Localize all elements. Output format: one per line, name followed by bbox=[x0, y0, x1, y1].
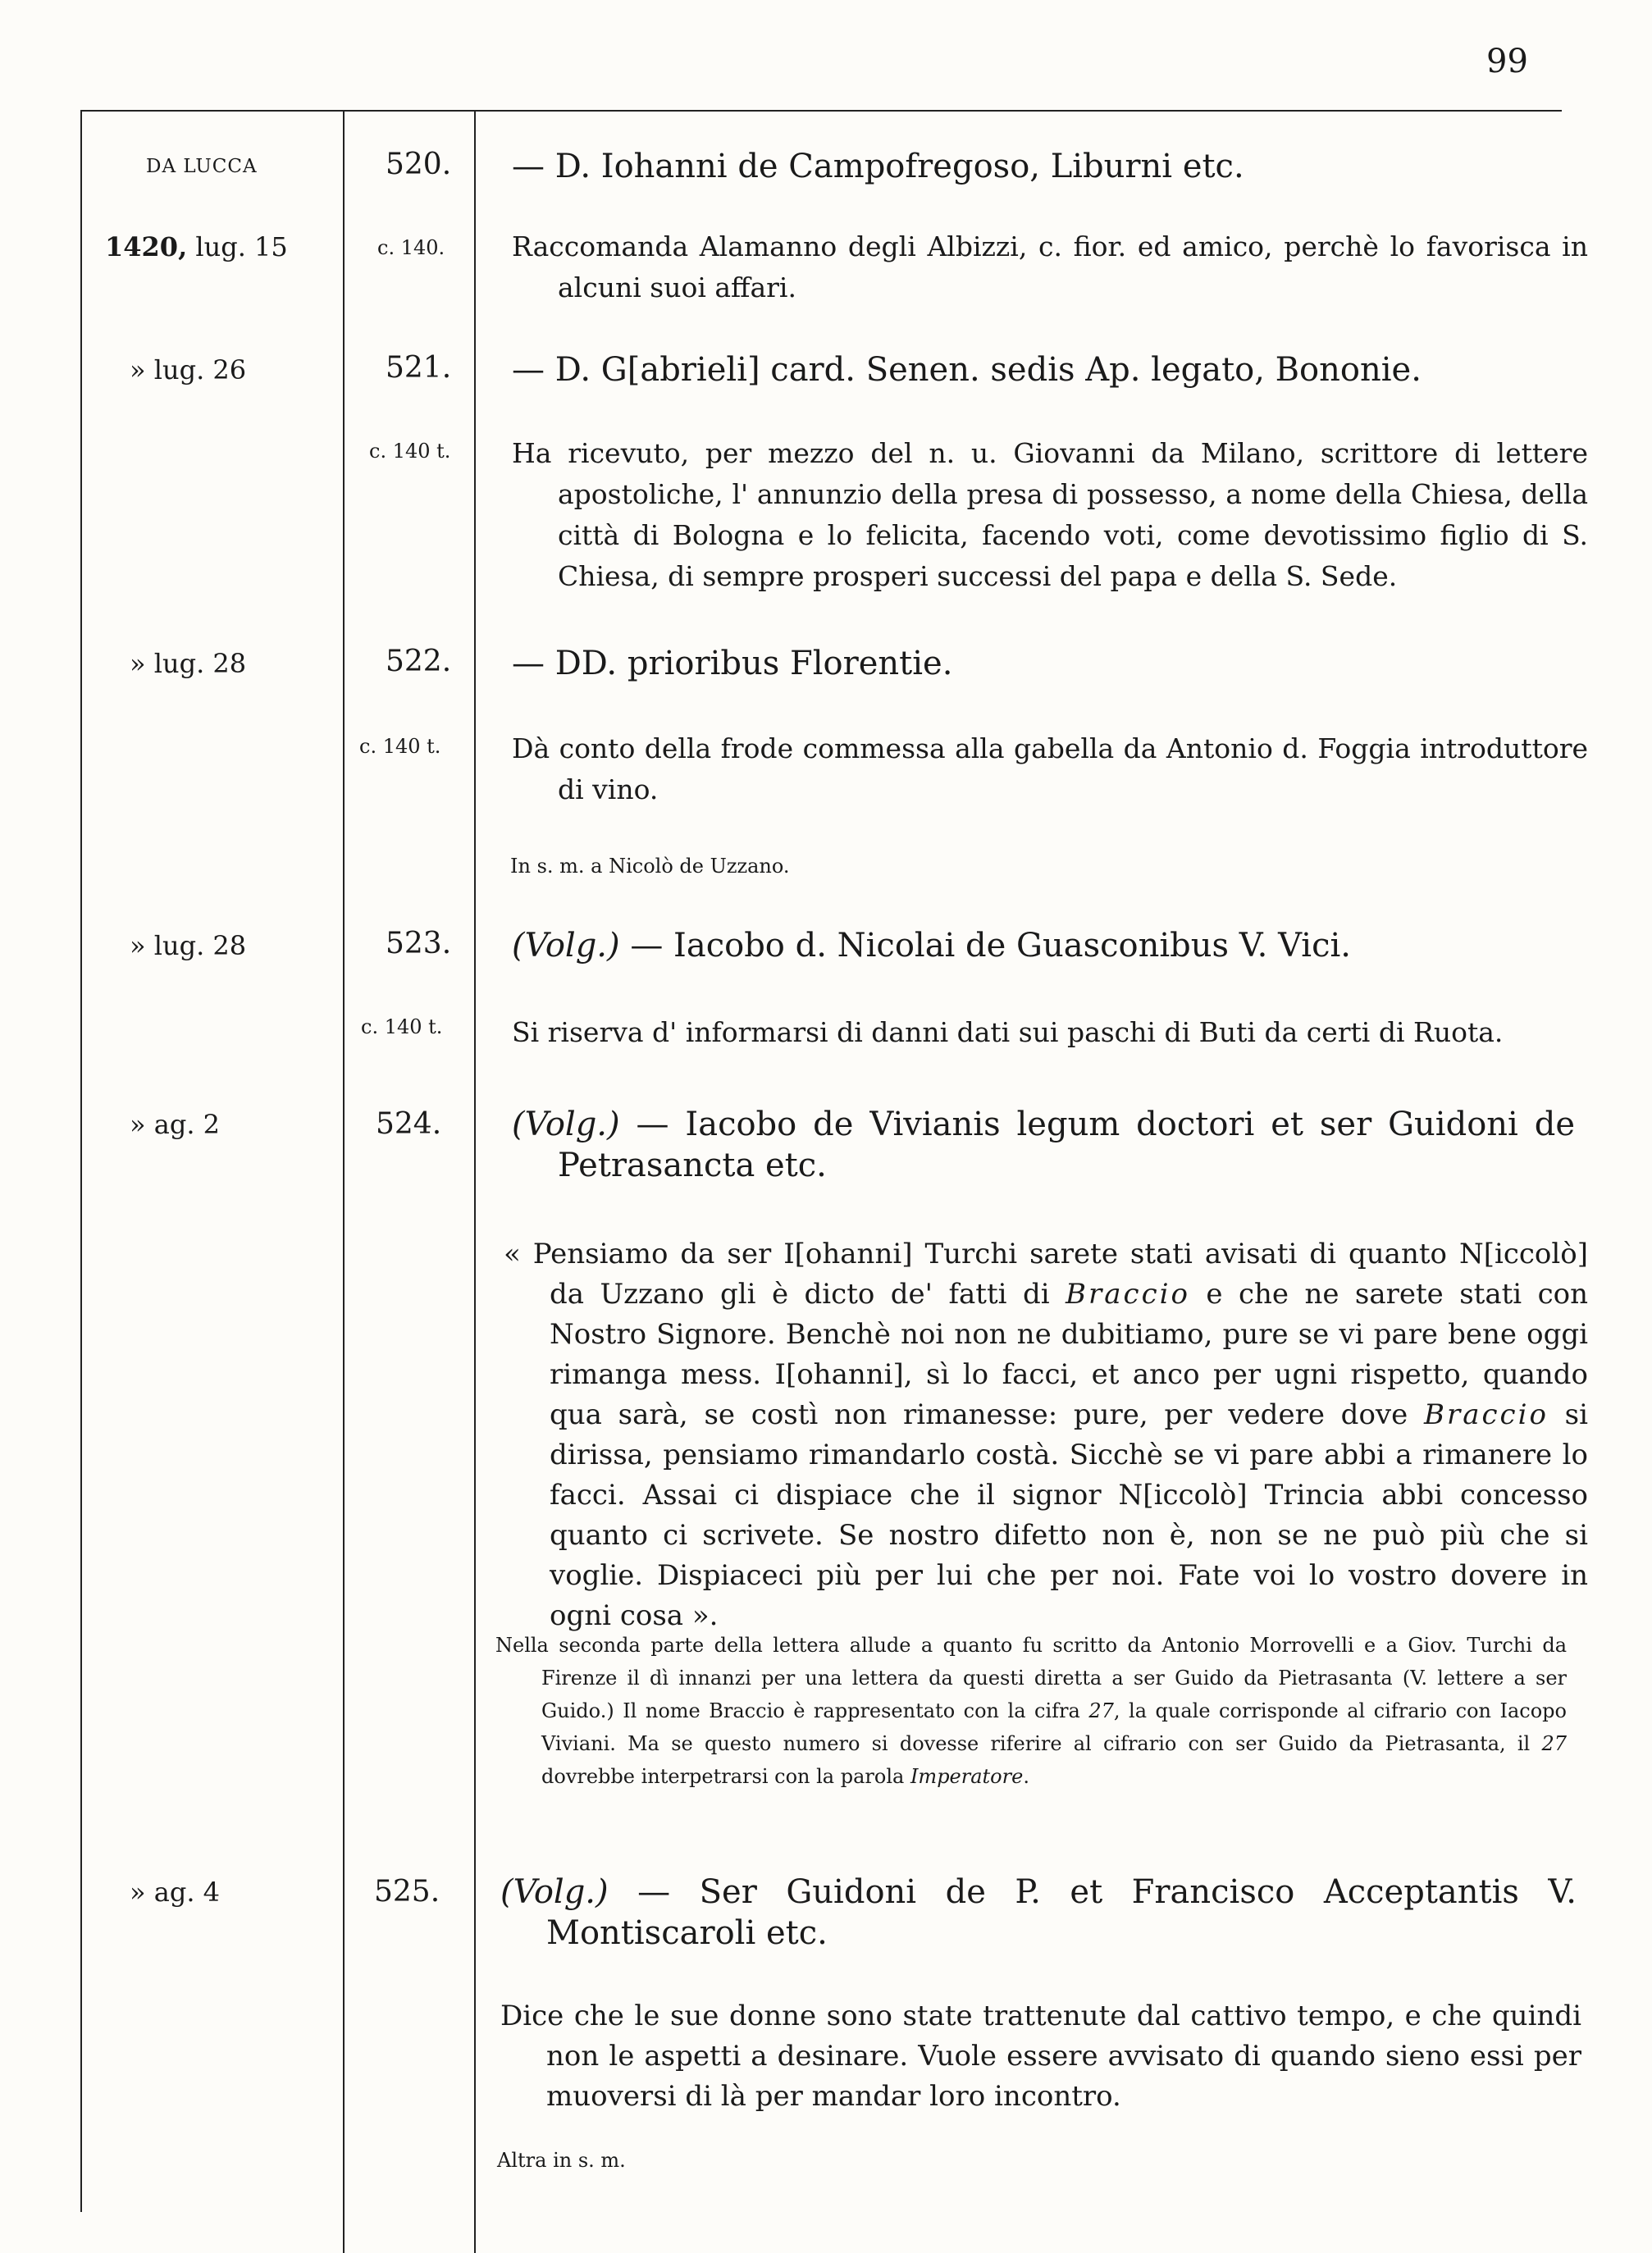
entry-heading bbox=[500, 1872, 1577, 1954]
entry-summary: Ha ricevuto, per mezzo del n. u. Giovanni da Milano, scrittore di lettere apostoliche, l' annunzio della presa di possesso, a nome della Chiesa, della città di Bologna e lo felicita, facendo voti, come devotissimo figlio di S. Chiesa, di sempre prosperi successi del papa e della S. Sede. bbox=[512, 437, 1588, 592]
entry-number: 520. bbox=[386, 148, 452, 181]
entry-date: » ag. 2 bbox=[130, 1109, 221, 1140]
entry-carta: c. 140 t. bbox=[369, 440, 451, 463]
entry-summary: Si riserva d' informarsi di danni dati sui paschi di Buti da certi di Ruota. bbox=[512, 1016, 1504, 1048]
entry-date bbox=[105, 231, 288, 262]
entry-summary: Dà conto della frode commessa alla gabella da Antonio d. Foggia introduttore di vino. bbox=[512, 732, 1588, 805]
entry-date: » lug. 28 bbox=[130, 930, 247, 961]
entry-summary: Dice che le sue donne sono state trattenute dal cattivo tempo, e che quindi non le aspetti a desinare. Vuole essere avvisato di quando sieno essi per muoversi di là per mandar loro incontro. bbox=[500, 2000, 1581, 2113]
text-segment: « Pensiamo da ser I[ohanni] Turchi sarete stati avisati di quanto N[iccolò] da Uzzano gli è dicto de' fatti di bbox=[504, 1238, 1588, 1311]
entry-number: 523. bbox=[386, 927, 452, 960]
entry-date-year: 1420, bbox=[105, 231, 188, 262]
volg-label: (Volg.) bbox=[500, 1873, 609, 1911]
entry-number: 521. bbox=[386, 351, 452, 385]
entry-heading: — D. G[abrieli] card. Senen. sedis Ap. legato, Bononie. bbox=[512, 351, 1422, 389]
column-header: DA LUCCA bbox=[146, 156, 258, 177]
cipher-number: 27 bbox=[1088, 1699, 1114, 1722]
column-rule-number bbox=[474, 110, 476, 2253]
volg-label: (Volg.) bbox=[512, 927, 620, 965]
entry-letter-text bbox=[504, 1234, 1589, 1636]
note-segment: . bbox=[1023, 1765, 1029, 1788]
entry-carta: c. 140 t. bbox=[361, 1015, 443, 1038]
entry-heading bbox=[512, 927, 1351, 965]
entry-date: » lug. 28 bbox=[130, 648, 247, 679]
note-segment: dovrebbe interpetrarsi con la parola bbox=[541, 1765, 910, 1788]
text-segment: si dirissa, pensiamo rimandarlo costà. Sicchè se vi pare abbi a rimanere lo facci. Assai ci dispiace che il signor N[iccolò] Trincia abbi concesso quanto ci scrivete. Se nostro difetto non è, non se ne può più che si voglie. Dispiaceci più per lui che per noi. Fate voi lo vostro dovere in ogni cosa ». bbox=[550, 1398, 1589, 1632]
entry-carta: c. 140 t. bbox=[359, 735, 441, 758]
entry-date-rest: lug. 15 bbox=[187, 231, 288, 262]
entry-date: » lug. 26 bbox=[130, 354, 247, 385]
entry-note: In s. m. a Nicolò de Uzzano. bbox=[510, 855, 790, 878]
entry-note bbox=[495, 1629, 1567, 1793]
column-rule-left bbox=[80, 110, 82, 2212]
heading-text: — Ser Guidoni de P. et Francisco Acceptantis V. Montiscaroli etc. bbox=[546, 1873, 1577, 1952]
cipher-name: Braccio bbox=[1424, 1398, 1549, 1431]
heading-text: — Iacobo de Vivianis legum doctori et ser Guidoni de Petrasancta etc. bbox=[558, 1106, 1576, 1184]
entry-number: 522. bbox=[386, 645, 452, 678]
note-segment: Nella seconda parte della lettera allude a quanto fu scritto da Antonio Morrovelli e a Giov. Turchi da Firenze il dì innanzi per una lettera da questi diretta a ser Guido da Pietrasanta (V. lettere a ser Guido.) Il nome Braccio è rappresentato con la cifra bbox=[495, 1634, 1567, 1722]
volg-label: (Volg.) bbox=[512, 1106, 620, 1143]
text-segment: e che ne sarete stati con Nostro Signore. Benchè noi non ne dubitiamo, pure se vi pare bene oggi rimanga mess. I[ohanni], sì lo facci, et anco per ugni rispetto, quando qua sarà, se costì non rimanesse: pure, per vedere dove bbox=[550, 1278, 1588, 1431]
entry-heading: — D. Iohanni de Campofregoso, Liburni etc. bbox=[512, 148, 1244, 185]
entry-number: 525. bbox=[374, 1875, 440, 1909]
entry-note: Altra in s. m. bbox=[497, 2149, 626, 2172]
emphasis-word: Imperatore bbox=[910, 1765, 1024, 1788]
header-rule bbox=[80, 110, 1562, 112]
column-rule-date bbox=[343, 110, 345, 2253]
entry-summary: Raccomanda Alamanno degli Albizzi, c. fior. ed amico, perchè lo favorisca in alcuni suoi affari. bbox=[512, 230, 1588, 303]
heading-text: — Iacobo d. Nicolai de Guasconibus V. Vici. bbox=[630, 927, 1351, 965]
cipher-number: 27 bbox=[1541, 1732, 1567, 1755]
page-number: 99 bbox=[1486, 43, 1528, 80]
note-segment: , la quale corrisponde al cifrario con Iacopo Viviani. Ma se questo numero si dovesse riferire al cifrario con ser Guido da Pietrasanta, il bbox=[541, 1699, 1567, 1755]
entry-heading bbox=[512, 1104, 1576, 1186]
entry-heading: — DD. prioribus Florentie. bbox=[512, 645, 953, 682]
cipher-name: Braccio bbox=[1066, 1278, 1190, 1311]
entry-number: 524. bbox=[376, 1107, 442, 1141]
entry-carta: c. 140. bbox=[377, 236, 445, 259]
entry-date: » ag. 4 bbox=[130, 1877, 221, 1908]
